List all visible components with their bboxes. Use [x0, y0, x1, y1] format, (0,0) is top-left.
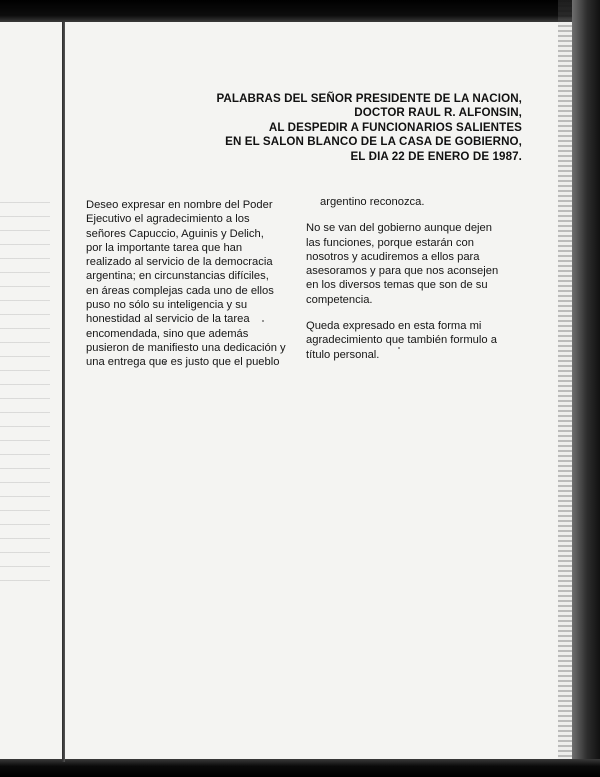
body-line: No se van del gobierno aunque dejen — [306, 222, 492, 235]
body-line: nosotros y acudiremos a ellos para — [306, 250, 480, 263]
body-line: argentina; en circunstancias difíciles, — [86, 270, 269, 283]
heading-line: EL DIA 22 DE ENERO DE 1987. — [350, 149, 522, 163]
heading-line: EN EL SALON BLANCO DE LA CASA DE GOBIERNO, — [225, 135, 522, 149]
body-line: encomendada, sino que además — [86, 327, 249, 340]
body-line: las funciones, porque estarán con — [306, 236, 474, 249]
body-line: agradecimiento que también formulo a — [306, 334, 497, 347]
body-line: en los diversos temas que son de su — [306, 279, 488, 292]
body-line: competencia. — [306, 293, 373, 306]
body-line: argentino reconozca. — [320, 196, 425, 208]
heading-line: DOCTOR RAUL R. ALFONSIN, — [354, 106, 522, 120]
body-line: señores Capuccio, Aguinis y Delich, — [86, 227, 264, 240]
body-line: puso no sólo su inteligencia y su — [86, 299, 248, 312]
body-line: una entrega que es justo que el pueblo — [86, 356, 280, 369]
heading-line: AL DESPEDIR A FUNCIONARIOS SALIENTES — [268, 120, 522, 134]
scan-edge-top — [0, 0, 600, 22]
body-line: Ejecutivo el agradecimiento a los — [86, 213, 250, 226]
body-line: asesoramos y para que nos aconsejen — [306, 265, 499, 278]
paragraph — [306, 319, 536, 362]
body-line: pusieron de manifiesto una dedicación y — [86, 341, 286, 354]
heading-line: PALABRAS DEL SEÑOR PRESIDENTE DE LA NACION, — [216, 92, 522, 105]
scan-edge-bottom — [0, 759, 600, 777]
body-line: en áreas complejas cada uno de ellos — [86, 284, 274, 297]
body-line: Deseo expresar en nombre del Poder — [86, 199, 273, 211]
paragraph — [306, 195, 536, 209]
binding-line — [62, 22, 65, 762]
body-line: por la importante tarea que han — [86, 241, 243, 254]
text-column-left — [86, 198, 296, 370]
body-line: realizado al servicio de la democracia — [86, 256, 273, 269]
body-line: Queda expresado en esta forma mi — [306, 320, 482, 333]
body-line: título personal. — [306, 348, 380, 361]
bleed-through-margin — [0, 190, 50, 590]
text-column-right — [306, 195, 536, 374]
paragraph — [306, 221, 536, 307]
body-line: honestidad al servicio de la tarea — [86, 313, 250, 326]
scan-edge-right — [572, 0, 600, 777]
speech-heading — [122, 92, 522, 164]
